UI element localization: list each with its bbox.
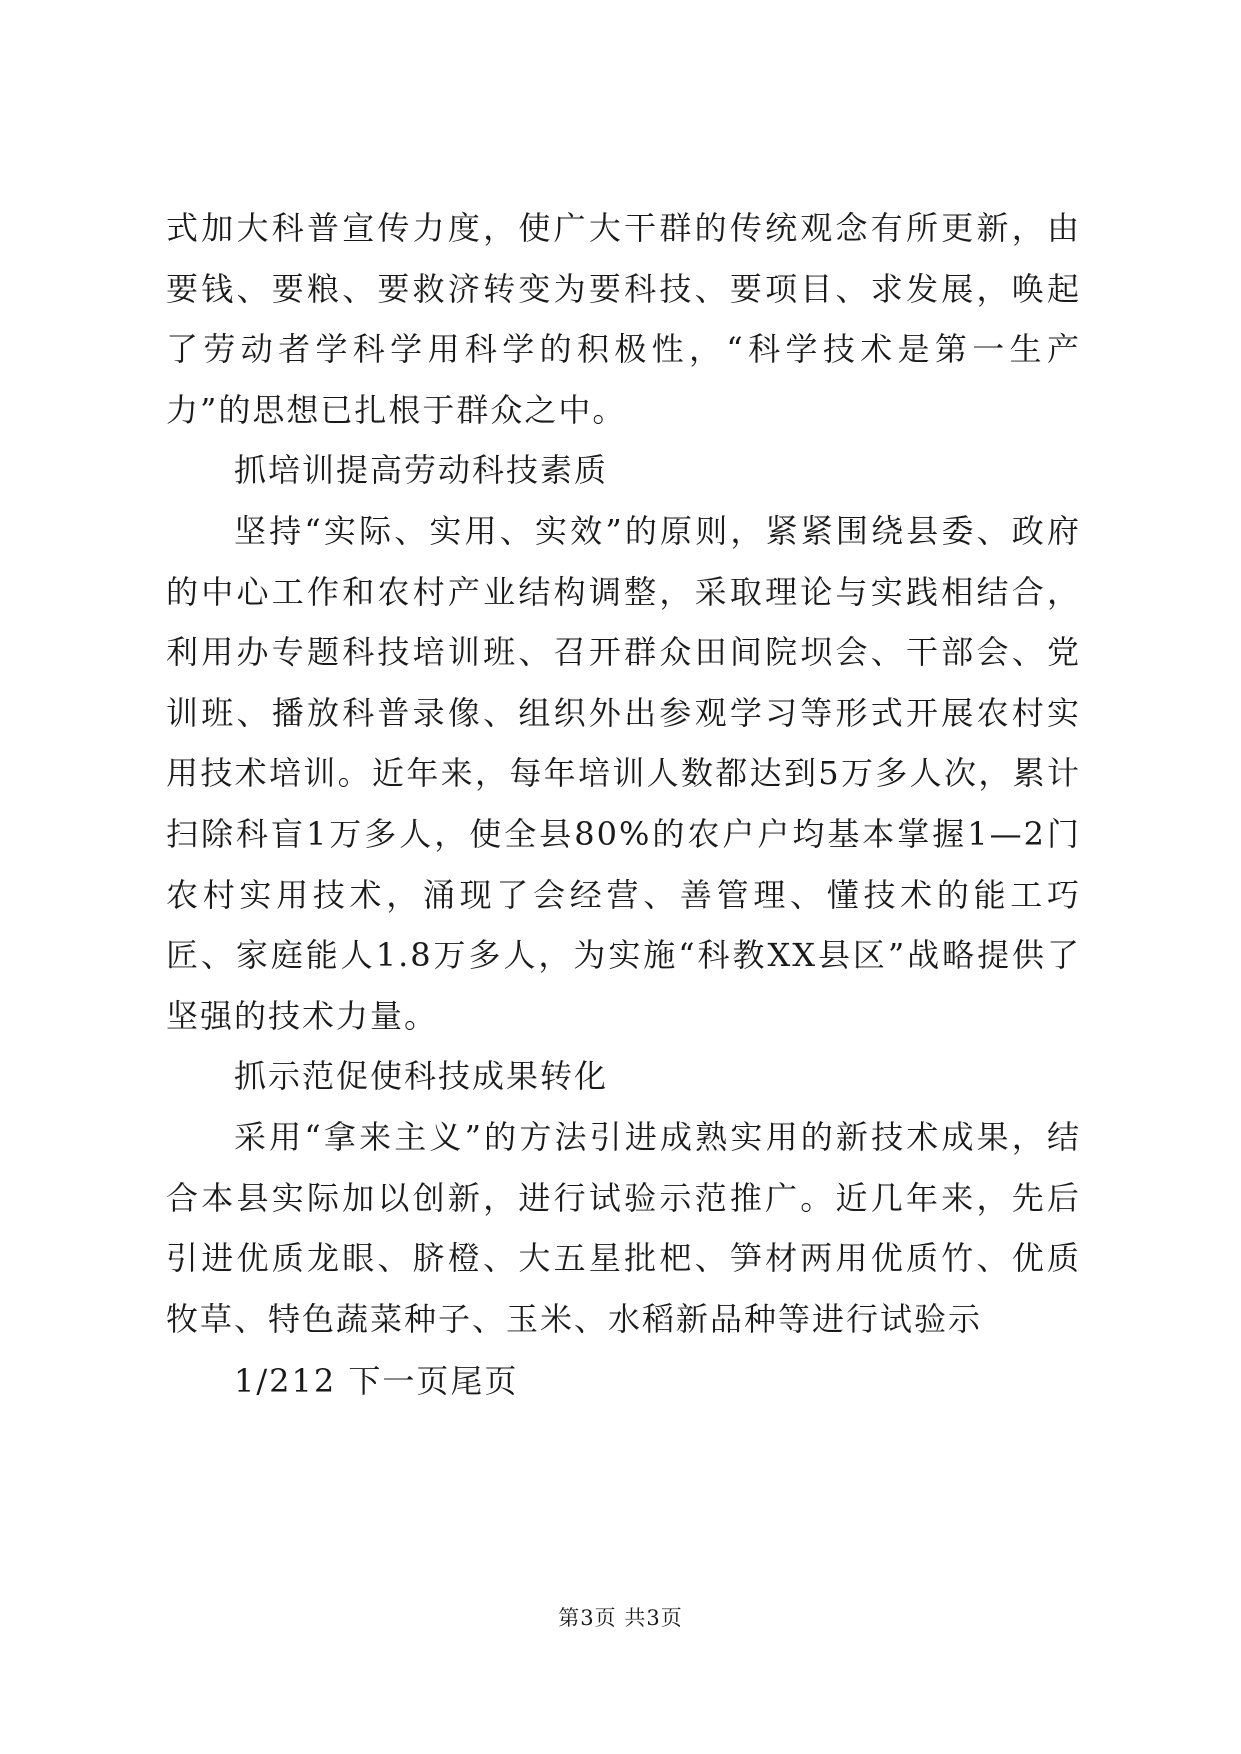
paragraph-continuation: 式加大科普宣传力度，使广大干群的传统观念有所更新，由要钱、要粮、要救济转变为要科技、要项目、求发展，唤起了劳动者学科学用科学的积极性，“科学技术是第一生产力”的思想已扎根于群众之中。 bbox=[166, 209, 1081, 429]
last-page-link[interactable]: 尾页 bbox=[450, 1362, 519, 1401]
next-page-link[interactable]: 下一页 bbox=[348, 1362, 451, 1401]
section-heading-training: 抓培训提高劳动科技素质 bbox=[234, 451, 609, 490]
document-body bbox=[166, 198, 1081, 1412]
paragraph-demonstration: 采用“拿来主义”的方法引进成熟实用的新技术成果，结合本县实际加以创新，进行试验示范推广。近几年来，先后引进优质龙眼、脐橙、大五星批杷、笋材两用优质竹、优质牧草、特色蔬菜种子、玉米、水稻新品种等进行试验示 bbox=[166, 1117, 1081, 1338]
page-indicator: 1/212 bbox=[234, 1362, 337, 1401]
section-heading-demonstration: 抓示范促使科技成果转化 bbox=[234, 1057, 609, 1096]
paragraph-training: 坚持“实际、实用、实效”的原则，紧紧围绕县委、政府的中心工作和农村产业结构调整，采取理论与实践相结合，利用办专题科技培训班、召开群众田间院坝会、干部会、党训班、播放科普录像、组织外出参观学习等形式开展农村实用技术培训。近年来，每年培训人数都达到5万多人次，累计扫除科盲1万多人，使全县80%的农户户均基本掌握1—2门农村实用技术，涌现了会经营、善管理、懂技术的能工巧匠、家庭能人1.8万多人，为实施“科教XX县区”战略提供了坚强的技术力量。 bbox=[166, 511, 1081, 1035]
page-footer: 第3页 共3页 bbox=[558, 1606, 683, 1630]
pagination bbox=[166, 1351, 1081, 1412]
